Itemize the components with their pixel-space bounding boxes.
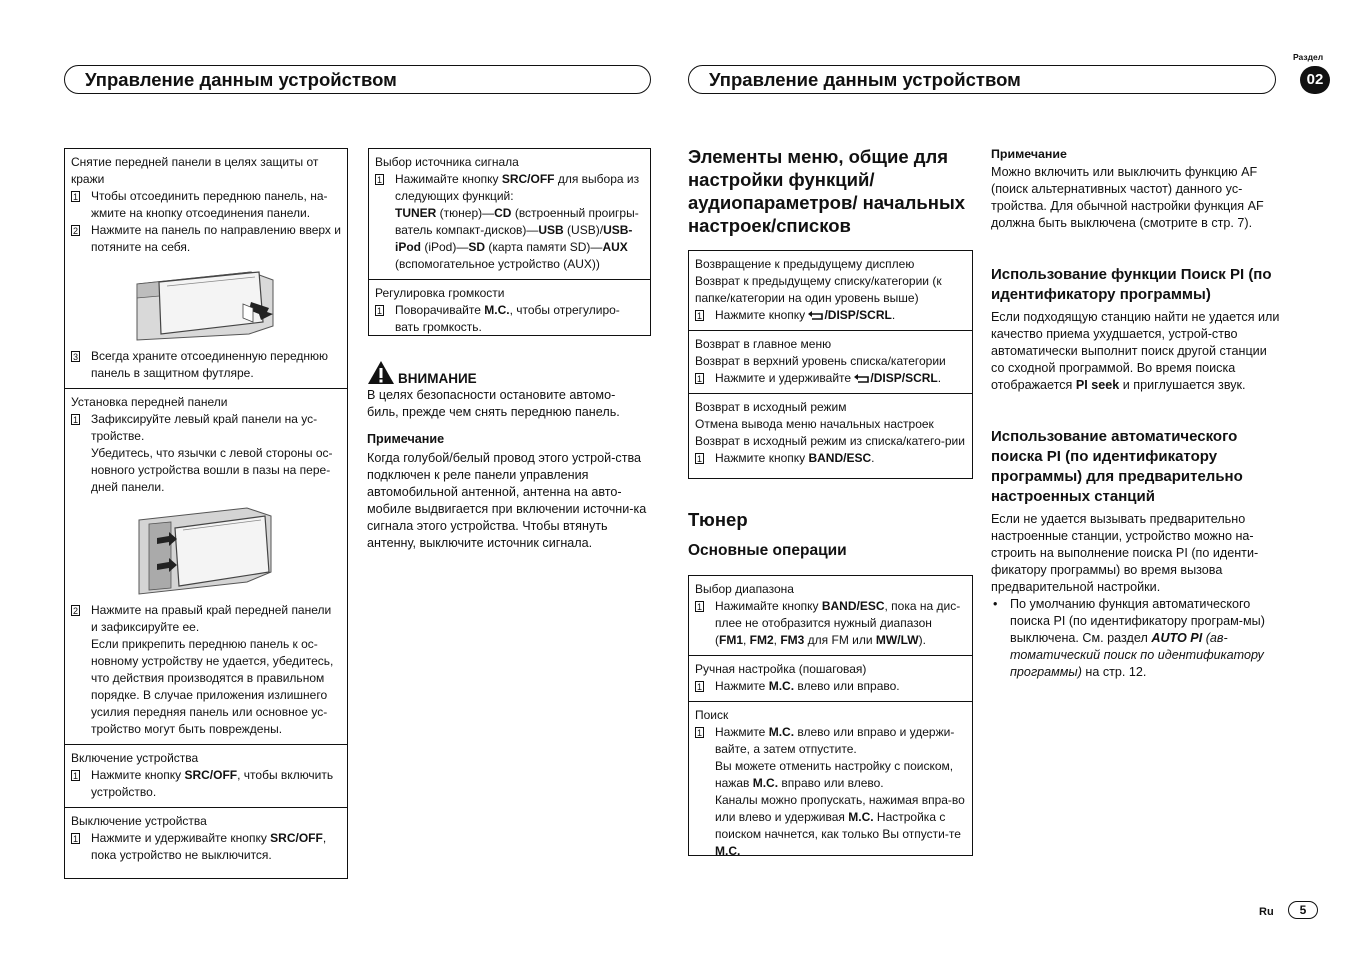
install-step-1 <box>71 411 341 496</box>
pi-search-text-a: Если подходящую станцию найти не удается или качество приема ухудшается, устрой-ство автоматически выполнит поиск другой станции со сходной программой. Во время поиска отображается <box>991 310 1280 392</box>
step-number-1: 1 <box>696 374 702 384</box>
source-tuner: TUNER <box>395 206 437 220</box>
band-title: Выбор диапазона <box>695 582 794 596</box>
step-number-2: 2 <box>72 606 78 616</box>
caution-text: В целях безопасности остановите автомо-биль, прежде чем снять переднюю панель. <box>367 388 620 419</box>
src-off-key: SRC/OFF <box>501 172 555 186</box>
band-step-text-b: , пока на дис-плее не отобразится нужный диапазон ( <box>715 599 961 647</box>
mc-key: M.C. <box>484 303 510 317</box>
warning-triangle-icon <box>367 360 395 385</box>
step-number-1: 1 <box>72 834 78 844</box>
source-usb-ipod: USB-iPod <box>395 223 633 254</box>
disp-scrl-key: /DISP/SCRL <box>824 308 892 322</box>
col2-note-title: Примечание <box>367 432 445 446</box>
tuner-box <box>688 575 973 856</box>
panel-install-illustration <box>135 502 277 598</box>
back-step-1 <box>695 307 966 324</box>
back-step-text-b: . <box>891 308 896 322</box>
band-esc-key: BAND/ESC <box>821 599 885 613</box>
search-step-text-b: влево или вправо и удержи-вайте, а затем отпустите. <box>715 725 955 756</box>
page-number: 5 <box>1288 901 1318 919</box>
power-on-step-text-a: Нажмите кнопку <box>91 768 185 782</box>
section-label: Раздел <box>1293 52 1324 62</box>
band-step-1 <box>695 598 966 649</box>
source-cd: CD <box>494 206 512 220</box>
band-sep1: , <box>743 633 750 647</box>
step-number-2: 2 <box>72 226 78 236</box>
mc-key: M.C. <box>715 844 741 858</box>
pi-search-heading: Использование функции Поиск PI (по идентификатору программы) <box>991 266 1272 303</box>
volume-section <box>369 279 650 342</box>
back-section <box>689 251 972 330</box>
col2-box <box>368 148 651 336</box>
basic-operations-heading: Основные операции <box>688 542 847 559</box>
band-mwlw: MW/LW <box>875 633 919 647</box>
language-label: Ru <box>1259 906 1274 918</box>
initial-section <box>689 393 972 473</box>
pi-seek-label: PI seek <box>1075 378 1120 392</box>
right-section-header <box>688 65 1276 94</box>
auto-pi-bullet <box>1010 596 1280 681</box>
initial-line3: Возврат в исходный режим из списка/катего-рии <box>695 434 965 448</box>
mc-key: M.C. <box>752 776 779 790</box>
back-step-text-a: Нажмите кнопку <box>715 308 809 322</box>
left-section-header <box>64 65 651 94</box>
band-fm2: FM2 <box>749 633 774 647</box>
panel-removal-illustration <box>131 262 281 344</box>
step-number-1: 1 <box>696 454 702 464</box>
mc-key: M.C. <box>768 725 795 739</box>
disp-scrl-key: /DISP/SCRL <box>870 371 938 385</box>
install-step-2-text: Нажмите на правый край передней панели и зафиксируйте ее. <box>91 603 332 634</box>
removal-step-3-text: Всегда храните отсоединенную переднюю панель в защитном футляре. <box>91 349 329 380</box>
step-number-1: 1 <box>72 192 78 202</box>
power-off-section <box>65 807 347 870</box>
search-title: Поиск <box>695 708 729 722</box>
band-fm1: FM1 <box>719 633 743 647</box>
step-number-1: 1 <box>696 311 702 321</box>
power-on-step-text-b: , чтобы включить устройство. <box>91 768 334 799</box>
volume-title: Регулировка громкости <box>375 286 505 300</box>
volume-step-1 <box>375 302 644 336</box>
main-menu-step-1 <box>695 370 966 387</box>
step-number-1: 1 <box>72 415 78 425</box>
install-step-2 <box>71 602 341 738</box>
bullet-italic: (ав-томатический поиск по идентификатору программы) <box>1010 631 1264 679</box>
manual-step-text-a: Нажмите <box>715 679 769 693</box>
search-step-1 <box>695 724 966 860</box>
tuner-heading: Тюнер <box>688 509 748 530</box>
bullet-text-b: на стр. 12. <box>1081 665 1147 679</box>
power-on-section <box>65 744 347 807</box>
manual-step-text-b: влево или вправо. <box>794 679 900 693</box>
removal-section <box>65 149 347 388</box>
initial-step-1 <box>695 450 966 467</box>
col4-note-text: Можно включить или выключить функцию AF (поиск альтернативных частот) данного ус-тройства. Для обычной настройки функция AF должна быть выключена (смотрите в стр. 7). <box>991 165 1264 230</box>
source-list <box>395 205 644 273</box>
manual-title: Ручная настройка (пошаговая) <box>695 662 867 676</box>
bullet-dot-icon: • <box>993 597 998 611</box>
search-step-text-a: Нажмите <box>715 725 769 739</box>
source-sd: SD <box>468 240 486 254</box>
initial-step-text-b: . <box>871 451 875 465</box>
source-ipod-desc: (iPod)— <box>421 240 469 254</box>
power-off-title: Выключение устройства <box>71 814 207 828</box>
source-section <box>369 149 650 279</box>
removal-step-1 <box>71 188 341 222</box>
volume-step-text-a: Поворачивайте <box>395 303 485 317</box>
manual-step-1 <box>695 678 966 695</box>
caution-title: ВНИМАНИЕ <box>398 371 477 386</box>
band-for-fm: для FM или <box>804 633 876 647</box>
removal-step-2-text: Нажмите на панель по направлению вверх и потяните на себя. <box>91 223 341 254</box>
source-usb-desc: (USB)/ <box>563 223 604 237</box>
mc-key: M.C. <box>848 810 874 824</box>
pi-search-text-b: и приглушается звук. <box>1119 378 1246 392</box>
source-tuner-desc: (тюнер)— <box>436 206 495 220</box>
src-off-key: SRC/OFF <box>184 768 238 782</box>
step-number-3: 3 <box>72 352 78 362</box>
auto-pi-heading: Использование автоматического поиска PI (по идентификатору программы) для предварительно настроенных станций <box>991 428 1243 505</box>
install-step-1-note: Убедитесь, что язычки с левой стороны ос-новного устройства вошли в пазы на пере-дней панели. <box>91 446 333 494</box>
menu-common-box <box>688 250 973 479</box>
main-menu-section <box>689 330 972 393</box>
source-step-text-a: Нажимайте кнопку <box>395 172 502 186</box>
step-number-1: 1 <box>72 771 78 781</box>
main-menu-step-text-a: Нажмите и удерживайте <box>715 371 855 385</box>
main-menu-line2: Возврат в верхний уровень списка/категории <box>695 354 946 368</box>
install-section <box>65 388 347 744</box>
mc-key: M.C. <box>768 679 795 693</box>
bullet-text-a: По умолчанию функция автоматического поиска PI (по идентификатору програм-мы) выключена. См. раздел <box>1010 597 1265 645</box>
removal-step-1-text: Чтобы отсоединить переднюю панель, на-жмите на кнопку отсоединения панели. <box>91 189 328 220</box>
power-off-step-text-b: , пока устройство не выключится. <box>91 831 327 862</box>
col4-note-title: Примечание <box>991 147 1067 161</box>
search-note2-text-a: Каналы можно пропускать, нажимая впра-во или влево и удерживая <box>715 793 965 824</box>
initial-title: Возврат в исходный режим <box>695 400 847 414</box>
source-step-1 <box>375 171 644 273</box>
band-fm3: FM3 <box>780 633 805 647</box>
source-usb: USB <box>538 223 564 237</box>
source-sd-desc: (карта памяти SD)— <box>485 240 603 254</box>
band-step-text-a: Нажимайте кнопку <box>715 599 822 613</box>
main-menu-step-text-b: . <box>937 371 942 385</box>
step-number-1: 1 <box>376 175 382 185</box>
search-note-1 <box>715 758 966 792</box>
volume-step-text-b: , чтобы отрегулиро-вать громкость. <box>395 303 620 334</box>
search-note1-text-b: вправо или влево. <box>778 776 884 790</box>
search-section <box>689 701 972 866</box>
band-end: ). <box>918 633 926 647</box>
install-title: Установка передней панели <box>71 395 228 409</box>
search-note1-text-a: Вы можете отменить настройку с поиском, нажав <box>715 759 954 790</box>
removal-title: Снятие передней панели в целях защиты от кражи <box>71 155 319 186</box>
power-off-step-1 <box>71 830 341 864</box>
step-number-1: 1 <box>696 602 702 612</box>
auto-pi-text: Если не удается вызывать предварительно настроенные станции, устройство можно на-строить на выполнение поиска PI (по иденти-фикатору программы) во время вызова предварительной настройки. <box>991 512 1259 594</box>
search-note2-text-b: Настройка с поиском начнется, как только Вы отпусти-те <box>715 810 961 841</box>
step-number-1: 1 <box>376 306 382 316</box>
band-sep2: , <box>773 633 781 647</box>
initial-step-text-a: Нажмите кнопку <box>715 451 809 465</box>
source-title: Выбор источника сигнала <box>375 155 519 169</box>
right-header-title: Управление данным устройством <box>709 69 1021 90</box>
source-aux-desc: (вспомогательное устройство (AUX)) <box>395 257 600 271</box>
install-step-2-note: Если прикрепить переднюю панель к ос-новному устройству не удается, убедитесь, что действия производятся в правильном порядке. В случае приложения излишнего усилия передняя панель или основное ус-тройство могут быть повреждены. <box>91 637 334 736</box>
source-step-text-b: для выбора из следующих функций: <box>395 172 640 203</box>
return-arrow-icon <box>808 310 824 320</box>
auto-pi-key: AUTO PI <box>1151 631 1203 645</box>
power-off-step-text-a: Нажмите и удерживайте кнопку <box>91 831 271 845</box>
band-section <box>689 576 972 655</box>
power-on-title: Включение устройства <box>71 751 199 765</box>
col1-box <box>64 148 348 879</box>
removal-step-3 <box>71 348 341 382</box>
power-on-step-1 <box>71 767 341 801</box>
col2-note-text: Когда голубой/белый провод этого устрой-ства подключен к реле панели управления автомобильной антенной, антенна на авто-мобиле выдвигается при включении источни-ка сигнала этого устройства. Чтобы втянуть антенну, выключите источник сигнала. <box>367 451 647 550</box>
return-arrow-icon <box>854 373 870 383</box>
left-header-title: Управление данным устройством <box>85 69 397 90</box>
step-number-1: 1 <box>696 728 702 738</box>
search-note-2 <box>715 792 966 860</box>
removal-step-2 <box>71 222 341 256</box>
search-step-main <box>715 724 966 758</box>
section-number-badge: 02 <box>1300 66 1330 94</box>
main-menu-title: Возврат в главное меню <box>695 337 832 351</box>
manual-section <box>689 655 972 701</box>
menu-common-heading: Элементы меню, общие для настройки функций/ аудиопараметров/ начальных настроек/списков <box>688 146 966 236</box>
src-off-key: SRC/OFF <box>270 831 323 845</box>
back-line2: Возврат к предыдущему списку/категории (к папке/категории на один уровень выше) <box>695 274 942 305</box>
install-step-1-text: Зафиксируйте левый край панели на ус-тройстве. <box>91 412 318 443</box>
step-number-1: 1 <box>696 682 702 692</box>
pi-search-text <box>991 309 1281 394</box>
band-esc-key: BAND/ESC <box>808 451 872 465</box>
source-cd-desc: (встроенный проигры-ватель компакт-дисков)— <box>395 206 639 237</box>
back-title: Возвращение к предыдущему дисплею <box>695 257 915 271</box>
source-aux: AUX <box>602 240 628 254</box>
initial-line2: Отмена вывода меню начальных настроек <box>695 417 934 431</box>
